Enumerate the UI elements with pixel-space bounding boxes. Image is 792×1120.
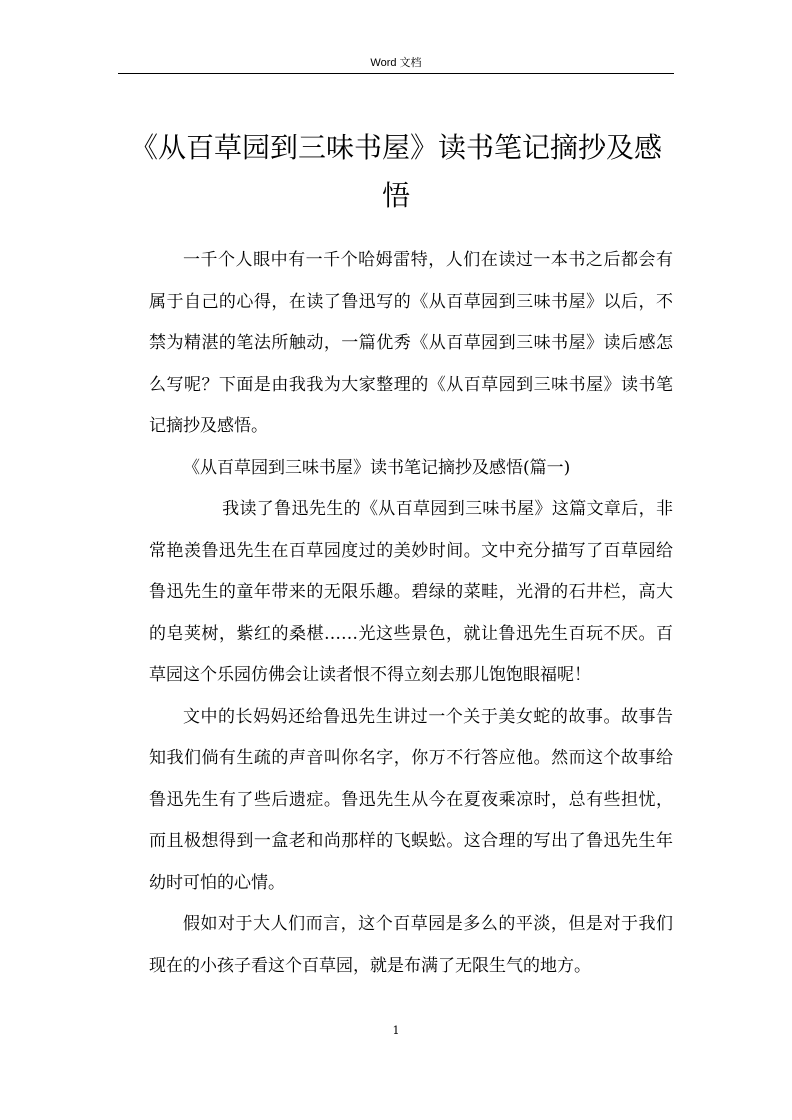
- document-title: 《从百草园到三味书屋》读书笔记摘抄及感悟: [129, 131, 662, 212]
- intro-paragraph: 一千个人眼中有一千个哈姆雷特，人们在读过一本书之后都会有属于自己的心得，在读了鲁迅写的《从百草园到三味书屋》以后，不禁为精湛的笔法所触动，一篇优秀《从百草园到三味书屋》读后感怎么写呢？下面是由我我为大家整理的《从百草园到三味书屋》读书笔记摘抄及感悟。: [149, 250, 673, 436]
- section-heading: 《从百草园到三味书屋》读书笔记摘抄及感悟(篇一): [183, 457, 571, 478]
- document-body: [149, 240, 673, 987]
- body-paragraph: 假如对于大人们而言，这个百草园是多么的平淡，但是对于我们现在的小孩子看这个百草园，就是布满了无限生气的地方。: [149, 914, 673, 976]
- page-number: 1: [392, 1024, 400, 1037]
- body-paragraph: 我读了鲁迅先生的《从百草园到三味书屋》这篇文章后，非常艳羡鲁迅先生在百草园度过的美妙时间。文中充分描写了百草园给鲁迅先生的童年带来的无限乐趣。碧绿的菜畦，光滑的石井栏，高大的皂荚树，紫红的桑椹……光这些景色，就让鲁迅先生百玩不厌。百草园这个乐园仿佛会让读者恨不得立刻去那儿饱饱眼福呢！: [149, 499, 673, 685]
- page-header: Word 文档: [370, 57, 422, 69]
- body-paragraph: 文中的长妈妈还给鲁迅先生讲过一个关于美女蛇的故事。故事告知我们倘有生疏的声音叫你名字，你万不行答应他。然而这个故事给鲁迅先生有了些后遗症。鲁迅先生从今在夏夜乘凉时，总有些担忧，而且极想得到一盒老和尚那样的飞蜈蚣。这合理的写出了鲁迅先生年幼时可怕的心情。: [149, 706, 673, 893]
- header-divider: [118, 73, 674, 74]
